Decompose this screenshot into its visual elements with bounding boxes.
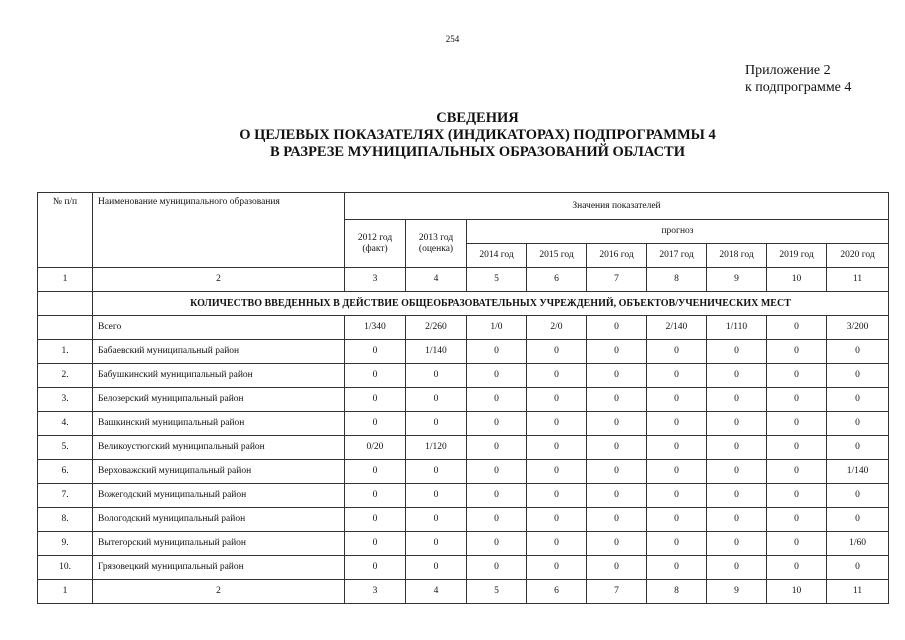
section-title: КОЛИЧЕСТВО ВВЕДЕННЫХ В ДЕЙСТВИЕ ОБЩЕОБРАЗОВАТЕЛЬНЫХ УЧРЕЖДЕНИЙ, ОБЪЕКТОВ/УЧЕНИЧЕСКИХ МЕСТ [93, 292, 889, 316]
row-number: 5. [38, 436, 93, 460]
column-number: 9 [707, 580, 767, 604]
table-row [38, 388, 889, 412]
indicator-value: 0 [406, 364, 467, 388]
indicator-value: 0 [707, 412, 767, 436]
indicator-value: 0 [587, 532, 647, 556]
indicator-value: 0 [527, 340, 587, 364]
header-name: Наименование муниципального образования [93, 193, 345, 268]
indicator-value: 0 [345, 508, 406, 532]
header-forecast-year: 2017 год [647, 244, 707, 268]
row-number: 10. [38, 556, 93, 580]
header-forecast-year: 2015 год [527, 244, 587, 268]
indicator-value: 0 [767, 412, 827, 436]
table-row [38, 436, 889, 460]
table-row [38, 460, 889, 484]
indicator-value: 0 [767, 532, 827, 556]
table-row [38, 484, 889, 508]
indicator-value: 0 [345, 340, 406, 364]
indicator-value: 0 [467, 556, 527, 580]
indicator-value: 0 [647, 388, 707, 412]
municipality-name: Белозерский муниципальный район [93, 388, 345, 412]
indicator-value: 0 [707, 508, 767, 532]
indicator-value: 0/20 [345, 436, 406, 460]
column-number: 6 [527, 268, 587, 292]
indicator-value: 0 [707, 436, 767, 460]
title-line-2: О ЦЕЛЕВЫХ ПОКАЗАТЕЛЯХ (ИНДИКАТОРАХ) ПОДПРОГРАММЫ 4 [239, 127, 716, 143]
indicator-value: 0 [647, 484, 707, 508]
indicator-value: 0 [345, 460, 406, 484]
indicator-value: 0 [587, 436, 647, 460]
indicator-value: 0 [527, 388, 587, 412]
indicator-value: 0 [707, 532, 767, 556]
municipality-name: Великоустюгский муниципальный район [93, 436, 345, 460]
column-number: 6 [527, 580, 587, 604]
indicator-value: 1/340 [345, 316, 406, 340]
indicator-value: 0 [707, 364, 767, 388]
indicator-value: 0 [527, 412, 587, 436]
indicator-value: 0 [467, 508, 527, 532]
municipality-name: Всего [93, 316, 345, 340]
indicator-value: 0 [827, 412, 889, 436]
indicator-value: 0 [467, 532, 527, 556]
indicator-value: 0 [707, 556, 767, 580]
header-forecast-year: 2016 год [587, 244, 647, 268]
row-number [38, 316, 93, 340]
indicator-value: 0 [527, 484, 587, 508]
column-number: 4 [406, 580, 467, 604]
header-forecast-year: 2018 год [707, 244, 767, 268]
column-number: 3 [345, 268, 406, 292]
indicator-value: 0 [527, 364, 587, 388]
indicator-value: 0 [467, 364, 527, 388]
row-number: 2. [38, 364, 93, 388]
indicator-value: 1/60 [827, 532, 889, 556]
indicator-value: 0 [767, 364, 827, 388]
indicator-value: 0 [647, 508, 707, 532]
indicator-value: 1/140 [827, 460, 889, 484]
indicator-value: 0 [345, 532, 406, 556]
indicator-value: 0 [467, 412, 527, 436]
indicator-value: 0 [647, 460, 707, 484]
municipality-name: Верховажский муниципальный район [93, 460, 345, 484]
municipality-name: Вожегодский муниципальный район [93, 484, 345, 508]
row-number: 9. [38, 532, 93, 556]
municipality-name: Бабушкинский муниципальный район [93, 364, 345, 388]
column-number: 7 [587, 580, 647, 604]
indicator-value: 0 [467, 436, 527, 460]
indicator-value: 1/120 [406, 436, 467, 460]
page-number: 254 [445, 34, 460, 44]
column-number: 10 [767, 268, 827, 292]
indicator-value: 0 [467, 388, 527, 412]
indicator-value: 0 [767, 484, 827, 508]
indicator-value: 0 [647, 556, 707, 580]
indicator-value: 0 [527, 460, 587, 484]
indicator-value: 0 [767, 340, 827, 364]
table-row [38, 340, 889, 364]
indicator-value: 0 [767, 316, 827, 340]
header-forecast: прогноз [467, 220, 889, 244]
table-row [38, 364, 889, 388]
indicator-value: 0 [587, 388, 647, 412]
header-num: № п/п [38, 193, 93, 268]
column-number: 1 [38, 580, 93, 604]
indicator-value: 0 [406, 460, 467, 484]
indicator-value: 0 [827, 388, 889, 412]
column-number: 10 [767, 580, 827, 604]
indicator-value: 0 [647, 340, 707, 364]
indicator-value: 0 [707, 460, 767, 484]
indicator-value: 2/140 [647, 316, 707, 340]
indicators-table [37, 192, 889, 604]
row-number: 7. [38, 484, 93, 508]
indicator-value: 0 [345, 556, 406, 580]
indicator-value: 0 [767, 556, 827, 580]
indicator-value: 0 [647, 364, 707, 388]
appendix-line-2: к подпрограмме 4 [745, 80, 852, 95]
indicator-value: 0 [647, 436, 707, 460]
indicator-value: 0 [647, 532, 707, 556]
document-title [0, 110, 905, 161]
row-number: 6. [38, 460, 93, 484]
indicator-value: 0 [827, 436, 889, 460]
indicator-value: 0 [345, 388, 406, 412]
indicator-value: 0 [467, 340, 527, 364]
header-forecast-year: 2019 год [767, 244, 827, 268]
title-line-1: СВЕДЕНИЯ [436, 110, 519, 126]
indicator-value: 0 [587, 556, 647, 580]
municipality-name: Вашкинский муниципальный район [93, 412, 345, 436]
column-number: 8 [647, 580, 707, 604]
column-number: 7 [587, 268, 647, 292]
indicator-value: 0 [767, 508, 827, 532]
indicator-value: 0 [767, 460, 827, 484]
section-row [38, 292, 889, 316]
municipality-name: Грязовецкий муниципальный район [93, 556, 345, 580]
table-row [38, 316, 889, 340]
municipality-name: Вытегорский муниципальный район [93, 532, 345, 556]
indicator-value: 0 [707, 484, 767, 508]
row-number: 3. [38, 388, 93, 412]
indicator-value: 0 [587, 364, 647, 388]
indicator-value: 1/0 [467, 316, 527, 340]
column-number: 1 [38, 268, 93, 292]
indicator-value: 0 [827, 556, 889, 580]
indicator-value: 0 [345, 484, 406, 508]
row-number: 8. [38, 508, 93, 532]
indicator-value: 1/140 [406, 340, 467, 364]
indicator-value: 0 [527, 556, 587, 580]
table-row [38, 508, 889, 532]
indicator-value: 0 [767, 436, 827, 460]
column-number: 4 [406, 268, 467, 292]
indicator-value: 0 [345, 412, 406, 436]
indicator-value: 0 [406, 484, 467, 508]
indicator-value: 0 [707, 340, 767, 364]
column-number: 11 [827, 268, 889, 292]
indicator-value: 0 [467, 484, 527, 508]
appendix-line-1: Приложение 2 [745, 63, 831, 78]
header-forecast-year: 2014 год [467, 244, 527, 268]
indicator-value: 0 [527, 532, 587, 556]
indicator-value: 0 [587, 508, 647, 532]
header-row-1 [38, 193, 889, 220]
indicator-value: 0 [406, 532, 467, 556]
column-number: 2 [93, 580, 345, 604]
column-number: 8 [647, 268, 707, 292]
section-num-cell [38, 292, 93, 316]
indicator-value: 0 [647, 412, 707, 436]
column-number: 11 [827, 580, 889, 604]
table-body [38, 193, 889, 604]
indicator-value: 0 [587, 460, 647, 484]
row-number: 4. [38, 412, 93, 436]
column-numbers-row-repeat [38, 580, 889, 604]
indicator-value: 3/200 [827, 316, 889, 340]
table-row [38, 532, 889, 556]
indicator-value: 0 [467, 460, 527, 484]
municipality-name: Бабаевский муниципальный район [93, 340, 345, 364]
column-number: 3 [345, 580, 406, 604]
appendix-note [745, 62, 851, 96]
header-2013: 2013 год (оценка) [406, 220, 467, 268]
indicator-value: 0 [406, 508, 467, 532]
indicator-value: 0 [587, 316, 647, 340]
municipality-name: Вологодский муниципальный район [93, 508, 345, 532]
column-number: 2 [93, 268, 345, 292]
table-row [38, 556, 889, 580]
indicator-value: 0 [587, 484, 647, 508]
column-number: 5 [467, 268, 527, 292]
indicator-value: 0 [827, 484, 889, 508]
header-values: Значения показателей [345, 193, 889, 220]
indicator-value: 0 [406, 388, 467, 412]
indicator-value: 0 [345, 364, 406, 388]
indicator-value: 0 [767, 388, 827, 412]
header-forecast-year: 2020 год [827, 244, 889, 268]
row-number: 1. [38, 340, 93, 364]
header-2012: 2012 год (факт) [345, 220, 406, 268]
indicator-value: 1/110 [707, 316, 767, 340]
title-line-3: В РАЗРЕЗЕ МУНИЦИПАЛЬНЫХ ОБРАЗОВАНИЙ ОБЛАСТИ [270, 144, 685, 160]
indicator-value: 0 [587, 340, 647, 364]
indicator-value: 2/260 [406, 316, 467, 340]
column-number: 9 [707, 268, 767, 292]
indicator-value: 0 [587, 412, 647, 436]
indicator-value: 0 [707, 388, 767, 412]
indicator-value: 0 [527, 436, 587, 460]
indicator-value: 0 [827, 508, 889, 532]
indicator-value: 0 [527, 508, 587, 532]
table-row [38, 412, 889, 436]
indicator-value: 0 [406, 412, 467, 436]
indicator-value: 2/0 [527, 316, 587, 340]
column-number: 5 [467, 580, 527, 604]
indicator-value: 0 [827, 340, 889, 364]
column-numbers-row [38, 268, 889, 292]
indicator-value: 0 [827, 364, 889, 388]
indicator-value: 0 [406, 556, 467, 580]
